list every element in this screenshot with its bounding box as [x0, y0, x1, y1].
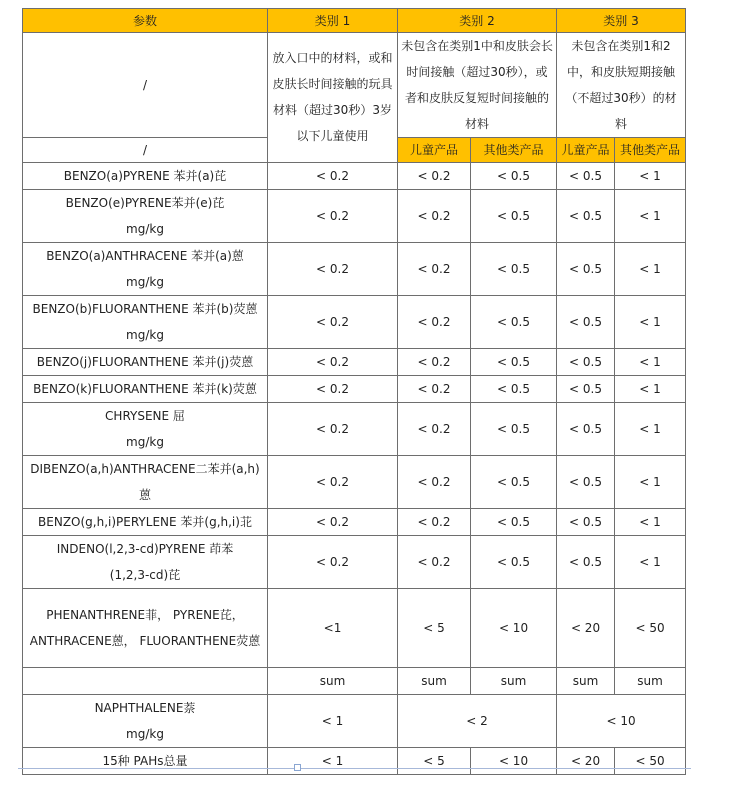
- value-cat2-other: < 0.5: [471, 456, 557, 509]
- unit-label: mg/kg: [126, 222, 164, 236]
- value-cat3-children: < 0.5: [557, 376, 615, 403]
- page-divider: [18, 768, 691, 769]
- value-cat1: < 0.2: [268, 403, 398, 456]
- value-cat3-children: < 20: [557, 589, 615, 668]
- value-cat3-other: < 1: [615, 376, 686, 403]
- total-label: 15种 PAHs总量: [23, 748, 268, 775]
- table-row-sum: [23, 668, 686, 695]
- header-row: [23, 9, 686, 33]
- value-cat1: < 0.2: [268, 456, 398, 509]
- table-row: [23, 163, 686, 190]
- total-cat1: < 1: [268, 748, 398, 775]
- table-row-naphthalene: [23, 695, 686, 748]
- total-cat2-children: < 5: [398, 748, 471, 775]
- category-2-description: 未包含在类别1中和皮肤会长时间接触（超过30秒），或者和皮肤反复短时间接触的材料: [398, 33, 557, 138]
- sum-cat2-other: sum: [471, 668, 557, 695]
- unit-label: mg/kg: [126, 727, 164, 741]
- table-row: [23, 376, 686, 403]
- value-cat2-other: < 0.5: [471, 243, 557, 296]
- substance-name: [23, 403, 268, 456]
- value-cat2-other: < 10: [471, 589, 557, 668]
- substance-label: NAPHTHALENE萘: [94, 701, 196, 715]
- value-cat3-children: < 0.5: [557, 403, 615, 456]
- value-cat2-children: < 0.2: [398, 243, 471, 296]
- value-cat2-other: < 0.5: [471, 163, 557, 190]
- total-cat3-children: < 20: [557, 748, 615, 775]
- value-cat3: < 10: [557, 695, 686, 748]
- sub-header-cat2-children: 儿童产品: [398, 138, 471, 163]
- value-cat3-children: < 0.5: [557, 243, 615, 296]
- value-cat1: < 0.2: [268, 296, 398, 349]
- value-cat3-children: < 0.5: [557, 349, 615, 376]
- value-cat3-other: < 1: [615, 456, 686, 509]
- table-row: [23, 509, 686, 536]
- value-cat3-children: < 0.5: [557, 509, 615, 536]
- table-row: [23, 243, 686, 296]
- value-cat2-other: < 0.5: [471, 296, 557, 349]
- resize-handle[interactable]: [294, 764, 301, 771]
- substance-label: BENZO(b)FLUORANTHENE 苯并(b)荧蒽: [32, 302, 258, 316]
- value-cat3-children: < 0.5: [557, 163, 615, 190]
- value-cat3-other: < 1: [615, 403, 686, 456]
- value-cat2-other: < 0.5: [471, 536, 557, 589]
- category-1-description: 放入口中的材料，或和皮肤长时间接触的玩具材料（超过30秒）3岁以下儿童使用: [268, 33, 398, 163]
- description-slash: /: [23, 33, 268, 138]
- value-cat2-other: < 0.5: [471, 403, 557, 456]
- sum-cat1: sum: [268, 668, 398, 695]
- value-cat2-children: < 0.2: [398, 163, 471, 190]
- substance-name: DIBENZO(a,h)ANTHRACENE二苯并(a,h)蒽: [23, 456, 268, 509]
- substance-name: [23, 243, 268, 296]
- value-cat2-children: < 0.2: [398, 509, 471, 536]
- value-cat3-other: < 1: [615, 296, 686, 349]
- substance-label: CHRYSENE 屈: [105, 409, 185, 423]
- header-category-2: 类别 2: [398, 9, 557, 33]
- substance-label: BENZO(a)ANTHRACENE 苯并(a)蒽: [46, 249, 244, 263]
- unit-label: mg/kg: [126, 275, 164, 289]
- value-cat3-other: < 1: [615, 163, 686, 190]
- value-cat2-children: < 0.2: [398, 536, 471, 589]
- value-cat3-children: < 0.5: [557, 456, 615, 509]
- unit-label: mg/kg: [126, 435, 164, 449]
- substance-name: BENZO(a)PYRENE 苯并(a)芘: [23, 163, 268, 190]
- table-row: [23, 403, 686, 456]
- description-row: [23, 33, 686, 138]
- substance-name: BENZO(j)FLUORANTHENE 苯并(j)荧蒽: [23, 349, 268, 376]
- value-cat2-other: < 0.5: [471, 190, 557, 243]
- value-cat1: < 0.2: [268, 190, 398, 243]
- sum-cat3-other: sum: [615, 668, 686, 695]
- value-cat3-children: < 0.5: [557, 296, 615, 349]
- value-cat2-children: < 5: [398, 589, 471, 668]
- value-cat3-other: < 1: [615, 536, 686, 589]
- value-cat3-other: < 50: [615, 589, 686, 668]
- value-cat3-other: < 1: [615, 349, 686, 376]
- sub-header-cat3-children: 儿童产品: [557, 138, 615, 163]
- substance-group-name: PHENANTHRENE菲， PYRENE芘，ANTHRACENE蒽， FLUORANTHENE荧蒽: [23, 589, 268, 668]
- value-cat2-children: < 0.2: [398, 403, 471, 456]
- value-cat1: < 0.2: [268, 349, 398, 376]
- substance-name: [23, 296, 268, 349]
- substance-name: INDENO(l,2,3-cd)PYRENE 茚苯(1,2,3-cd)芘: [23, 536, 268, 589]
- substance-name: BENZO(k)FLUORANTHENE 苯并(k)荧蒽: [23, 376, 268, 403]
- empty-cell: [23, 668, 268, 695]
- header-category-1: 类别 1: [268, 9, 398, 33]
- value-cat1: < 0.2: [268, 376, 398, 403]
- value-cat3-other: < 1: [615, 509, 686, 536]
- substance-name: BENZO(g,h,i)PERYLENE 苯并(g,h,i)苝: [23, 509, 268, 536]
- sum-cat2-children: sum: [398, 668, 471, 695]
- header-category-3: 类别 3: [557, 9, 686, 33]
- value-cat3-other: < 1: [615, 190, 686, 243]
- sub-header-cat3-other: 其他类产品: [615, 138, 686, 163]
- table-row-total: [23, 748, 686, 775]
- total-cat2-other: < 10: [471, 748, 557, 775]
- sub-header-cat2-other: 其他类产品: [471, 138, 557, 163]
- value-cat1: < 0.2: [268, 163, 398, 190]
- table-row-group: [23, 589, 686, 668]
- pah-limits-table: [22, 8, 686, 775]
- unit-label: mg/kg: [126, 328, 164, 342]
- value-cat2-other: < 0.5: [471, 509, 557, 536]
- header-param: 参数: [23, 9, 268, 33]
- total-cat3-other: < 50: [615, 748, 686, 775]
- value-cat1: < 1: [268, 695, 398, 748]
- value-cat3-other: < 1: [615, 243, 686, 296]
- value-cat2-children: < 0.2: [398, 296, 471, 349]
- value-cat1: <1: [268, 589, 398, 668]
- substance-label: BENZO(e)PYRENE苯并(e)芘: [65, 196, 225, 210]
- value-cat1: < 0.2: [268, 536, 398, 589]
- table-row: [23, 349, 686, 376]
- value-cat2: < 2: [398, 695, 557, 748]
- value-cat3-children: < 0.5: [557, 190, 615, 243]
- table-row: [23, 536, 686, 589]
- table-row: [23, 296, 686, 349]
- value-cat3-children: < 0.5: [557, 536, 615, 589]
- value-cat2-children: < 0.2: [398, 456, 471, 509]
- value-cat2-children: < 0.2: [398, 376, 471, 403]
- table-row: [23, 190, 686, 243]
- value-cat2-other: < 0.5: [471, 349, 557, 376]
- value-cat2-children: < 0.2: [398, 190, 471, 243]
- value-cat1: < 0.2: [268, 509, 398, 536]
- substance-name: [23, 190, 268, 243]
- substance-name: [23, 695, 268, 748]
- sum-cat3-children: sum: [557, 668, 615, 695]
- value-cat2-other: < 0.5: [471, 376, 557, 403]
- table-row: [23, 456, 686, 509]
- value-cat2-children: < 0.2: [398, 349, 471, 376]
- sub-header-slash: /: [23, 138, 268, 163]
- category-3-description: 未包含在类别1和2中，和皮肤短期接触（不超过30秒）的材料: [557, 33, 686, 138]
- value-cat1: < 0.2: [268, 243, 398, 296]
